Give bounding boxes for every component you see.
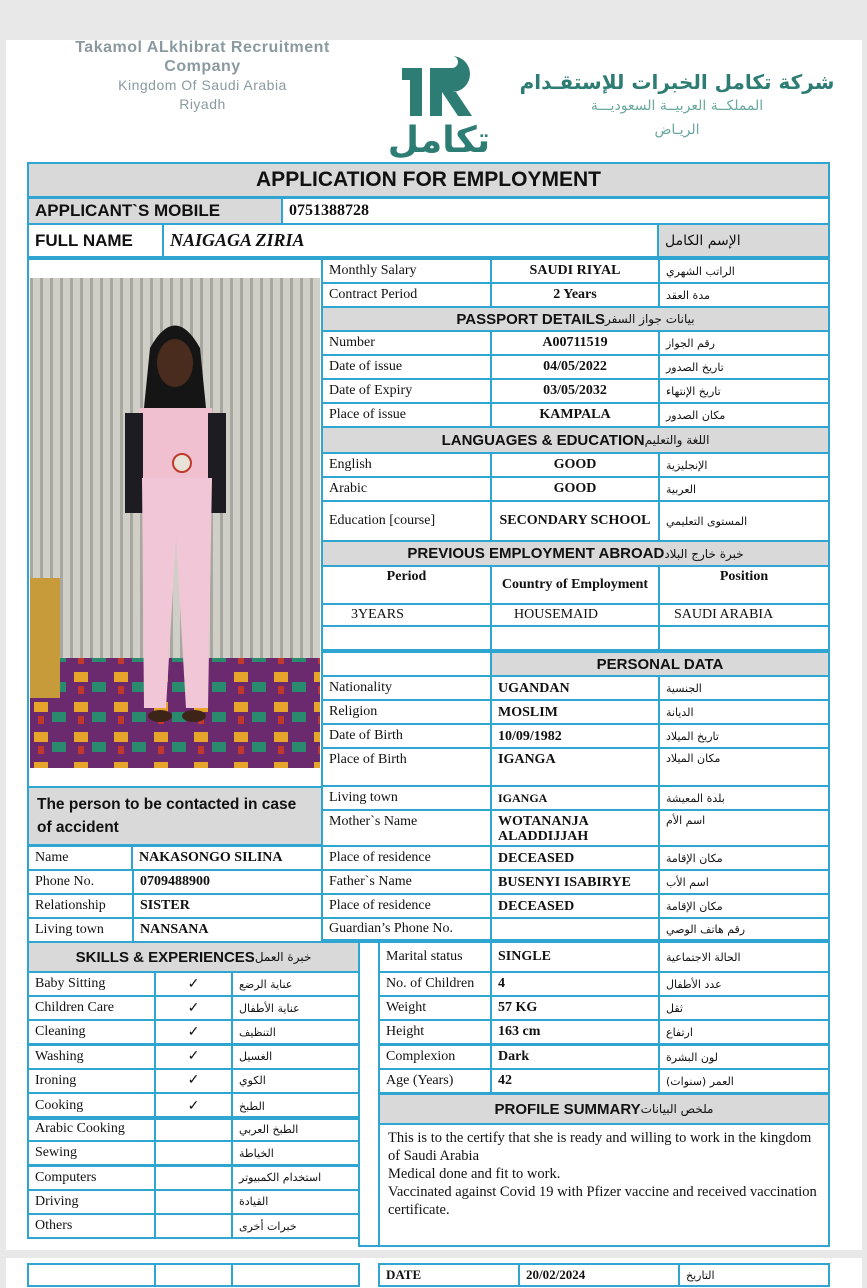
physical-label: Age (Years) [378, 1068, 492, 1094]
personal-label-ar: رقم هاتف الوصي [658, 917, 830, 941]
footer-cell-2 [154, 1263, 233, 1287]
personal-label: Religion [321, 699, 492, 725]
contact-label: Relationship [27, 893, 134, 919]
skill-label: Driving [27, 1189, 156, 1215]
field-label: Number [321, 330, 492, 356]
employment-cell: 3YEARS [321, 603, 492, 627]
svg-text:تكامل: تكامل [387, 120, 491, 160]
physical-label-ar: العمر (سنوات) [658, 1068, 830, 1094]
physical-label-ar: لون البشرة [658, 1044, 830, 1070]
physical-value: Dark [490, 1044, 660, 1070]
skill-label: Washing [27, 1044, 156, 1070]
previous-employment-title-en: PREVIOUS EMPLOYMENT ABROAD [407, 545, 665, 562]
field-label-ar: الراتب الشهري [658, 258, 830, 284]
skill-label-ar: الغسيل [231, 1044, 360, 1070]
skill-label: Baby Sitting [27, 971, 156, 997]
physical-value: 57 KG [490, 995, 660, 1021]
footer-cell-3 [231, 1263, 360, 1287]
field-label-ar: المستوى التعليمي [658, 500, 830, 542]
personal-value: 10/09/1982 [490, 723, 660, 749]
skill-label: Computers [27, 1165, 156, 1191]
personal-label-ar: مكان الإقامة [658, 893, 830, 919]
skill-check-5: ✓ [154, 1092, 233, 1120]
employment-cell: SAUDI ARABIA [658, 603, 830, 627]
fullname-value: NAIGAGA ZIRIA [162, 223, 659, 258]
employment-header-period: Period [321, 565, 492, 605]
previous-employment-title [321, 540, 830, 567]
skill-label-ar: عناية الرضع [231, 971, 360, 997]
skill-label-ar: عناية الأطفال [231, 995, 360, 1021]
contact-label: Phone No. [27, 869, 134, 895]
contact-value: NAKASONGO SILINA [131, 845, 323, 871]
personal-value: WOTANANJA ALADDIJJAH [490, 809, 660, 847]
field-label: Education [course] [321, 500, 492, 542]
field-label: Date of issue [321, 354, 492, 380]
personal-label: Nationality [321, 675, 492, 701]
applicant-photo [30, 278, 320, 768]
field-label-ar: الإنجليزية [658, 452, 830, 478]
field-value: 2 Years [490, 282, 660, 308]
skill-label-ar: خبرات أخرى [231, 1213, 360, 1239]
field-value: KAMPALA [490, 402, 660, 428]
personal-value: DECEASED [490, 893, 660, 919]
personal-label: Date of Birth [321, 723, 492, 749]
personal-value: MOSLIM [490, 699, 660, 725]
personal-label: Guardian’s Phone No. [321, 917, 492, 941]
form-title: APPLICATION FOR EMPLOYMENT [27, 162, 830, 198]
personal-value: DECEASED [490, 845, 660, 871]
mobile-value: 0751388728 [281, 197, 830, 225]
skill-label-ar: القيادة [231, 1189, 360, 1215]
date-value: 20/02/2024 [518, 1263, 680, 1287]
personal-value: UGANDAN [490, 675, 660, 701]
company-name-line1: Takamol ALkhibrat Recruitment [75, 39, 330, 56]
skill-label-ar: الخياطة [231, 1140, 360, 1166]
employment-empty-cell [321, 625, 492, 651]
company-ar-line1: شركة تكامل الخبرات للإستقـدام [519, 70, 835, 94]
field-value: A00711519 [490, 330, 660, 356]
personal-label-ar: اسم الأم [658, 809, 830, 847]
skill-check-8 [154, 1165, 233, 1191]
personal-label: Place of Birth [321, 747, 492, 787]
contact-title: The person to be contacted in case of accident [27, 786, 323, 846]
date-label: DATE [378, 1263, 520, 1287]
company-name-en [40, 38, 365, 114]
skill-check-0: ✓ [154, 971, 233, 997]
profile-title-en: PROFILE SUMMARY [494, 1100, 641, 1118]
field-value: SECONDARY SCHOOL [490, 500, 660, 542]
personal-label-ar: الجنسية [658, 675, 830, 701]
skill-check-1: ✓ [154, 995, 233, 1021]
personal-label-ar: مكان الإقامة [658, 845, 830, 871]
previous-employment-title-ar: خبرة خارج البلاد [664, 546, 744, 561]
field-label: Place of issue [321, 402, 492, 428]
skill-label-ar: التنظيف [231, 1019, 360, 1045]
languages-title [321, 426, 830, 454]
skill-label-ar: استخدام الكمبيوتر [231, 1165, 360, 1191]
date-ar: التاريخ [678, 1263, 830, 1287]
personal-label: Place of residence [321, 893, 492, 919]
physical-label: No. of Children [378, 971, 492, 997]
company-country: Kingdom Of Saudi Arabia [118, 77, 287, 93]
skill-label-ar: الكوي [231, 1068, 360, 1094]
personal-label-ar: الديانة [658, 699, 830, 725]
company-logo [372, 52, 507, 160]
field-label-ar: مكان الصدور [658, 402, 830, 428]
company-name-line2: Company [164, 58, 241, 75]
physical-value: 163 cm [490, 1019, 660, 1045]
skill-label-ar: الطبخ [231, 1092, 360, 1120]
company-ar-line2: المملكــة العربيــة السعوديـــة [590, 98, 764, 114]
physical-label-ar: ارتفاع [658, 1019, 830, 1045]
fullname-label: FULL NAME [27, 223, 164, 258]
skill-label: Children Care [27, 995, 156, 1021]
personal-value: IGANGA [490, 747, 660, 787]
skill-label: Others [27, 1213, 156, 1239]
employment-header-position: Position [658, 565, 830, 605]
physical-value: SINGLE [490, 941, 660, 973]
field-label-ar: تاريخ الصدور [658, 354, 830, 380]
company-ar-line3: الريـاض [654, 122, 700, 138]
field-value: 04/05/2022 [490, 354, 660, 380]
footer-cell-1 [27, 1263, 156, 1287]
personal-label-ar: بلدة المعيشة [658, 785, 830, 811]
physical-label: Complexion [378, 1044, 492, 1070]
field-value: 03/05/2032 [490, 378, 660, 404]
field-label: Date of Expiry [321, 378, 492, 404]
field-value: GOOD [490, 452, 660, 478]
contact-label: Living town [27, 917, 134, 943]
passport-title [321, 306, 830, 332]
contact-value: SISTER [132, 893, 323, 919]
profile-title-ar: ملخص البيانات [640, 1102, 714, 1116]
mobile-label: APPLICANT`S MOBILE [27, 197, 283, 225]
profile-title [378, 1093, 830, 1125]
contact-value: 0709488900 [132, 869, 323, 895]
skill-check-3: ✓ [154, 1044, 233, 1070]
physical-label-ar: ثقل [658, 995, 830, 1021]
languages-title-ar: اللغة والتعليم [644, 433, 710, 447]
skill-check-9 [154, 1189, 233, 1215]
personal-title-blank [321, 651, 492, 677]
field-label: Monthly Salary [321, 258, 492, 284]
personal-label: Mother`s Name [321, 809, 492, 847]
physical-label: Marital status [378, 941, 492, 973]
spacer-column [358, 941, 380, 1247]
skill-check-7 [154, 1140, 233, 1166]
physical-value: 4 [490, 971, 660, 997]
field-label-ar: العربية [658, 476, 830, 502]
physical-value: 42 [490, 1068, 660, 1094]
personal-value [490, 917, 660, 941]
personal-label-ar: تاريخ الميلاد [658, 723, 830, 749]
personal-label: Living town [321, 785, 492, 811]
field-label-ar: مدة العقد [658, 282, 830, 308]
skills-title-ar: خبرة العمل [254, 950, 312, 964]
field-label-ar: تاريخ الإنتهاء [658, 378, 830, 404]
employment-header-country: Country of Employment [490, 565, 660, 605]
personal-label: Father`s Name [321, 869, 492, 895]
skill-check-2: ✓ [154, 1019, 233, 1045]
personal-label-ar: اسم الأب [658, 869, 830, 895]
passport-title-ar: بيانات جواز السفر [604, 312, 695, 326]
personal-value: BUSENYI ISABIRYE [490, 869, 660, 895]
skill-check-6 [154, 1116, 233, 1142]
profile-summary-text: This is to the certify that she is ready and willing to work in the kingdom of Saudi Arabia Medical done and fit to work. Vaccinated against Covid 19 with Pfizer vaccine and received vaccination certificate. [378, 1123, 830, 1247]
physical-label-ar: الحالة الاجتماعية [658, 941, 830, 973]
field-label: Arabic [321, 476, 492, 502]
employment-empty-cell [490, 625, 660, 651]
skill-label: Arabic Cooking [27, 1116, 156, 1142]
skill-label: Cleaning [27, 1019, 156, 1045]
personal-label: Place of residence [321, 845, 492, 871]
company-name-ar [512, 70, 842, 142]
passport-title-en: PASSPORT DETAILS [456, 310, 605, 328]
company-city: Riyadh [179, 96, 226, 112]
field-value: SAUDI RIYAL [490, 258, 660, 284]
field-value: GOOD [490, 476, 660, 502]
employment-empty-cell [658, 625, 830, 651]
physical-label: Weight [378, 995, 492, 1021]
personal-label-ar: مكان الميلاد [658, 747, 830, 787]
skill-check-10 [154, 1213, 233, 1239]
skill-label: Cooking [27, 1092, 156, 1120]
skills-title [27, 941, 360, 973]
skill-label: Sewing [27, 1140, 156, 1166]
physical-label: Height [378, 1019, 492, 1045]
personal-title: PERSONAL DATA [490, 651, 830, 677]
skills-title-en: SKILLS & EXPERIENCES [75, 948, 255, 966]
fullname-ar: الإسم الكامل [657, 223, 830, 258]
field-label: Contract Period [321, 282, 492, 308]
skill-check-4: ✓ [154, 1068, 233, 1094]
field-label: English [321, 452, 492, 478]
field-label-ar: رقم الجواز [658, 330, 830, 356]
languages-title-en: LANGUAGES & EDUCATION [441, 431, 645, 449]
contact-value: NANSANA [132, 917, 323, 943]
contact-label: Name [27, 845, 133, 871]
personal-value: IGANGA [490, 785, 660, 811]
employment-cell: HOUSEMAID [490, 603, 660, 627]
physical-label-ar: عدد الأطفال [658, 971, 830, 997]
skill-label: Ironing [27, 1068, 156, 1094]
skill-label-ar: الطبخ العربي [231, 1116, 360, 1142]
